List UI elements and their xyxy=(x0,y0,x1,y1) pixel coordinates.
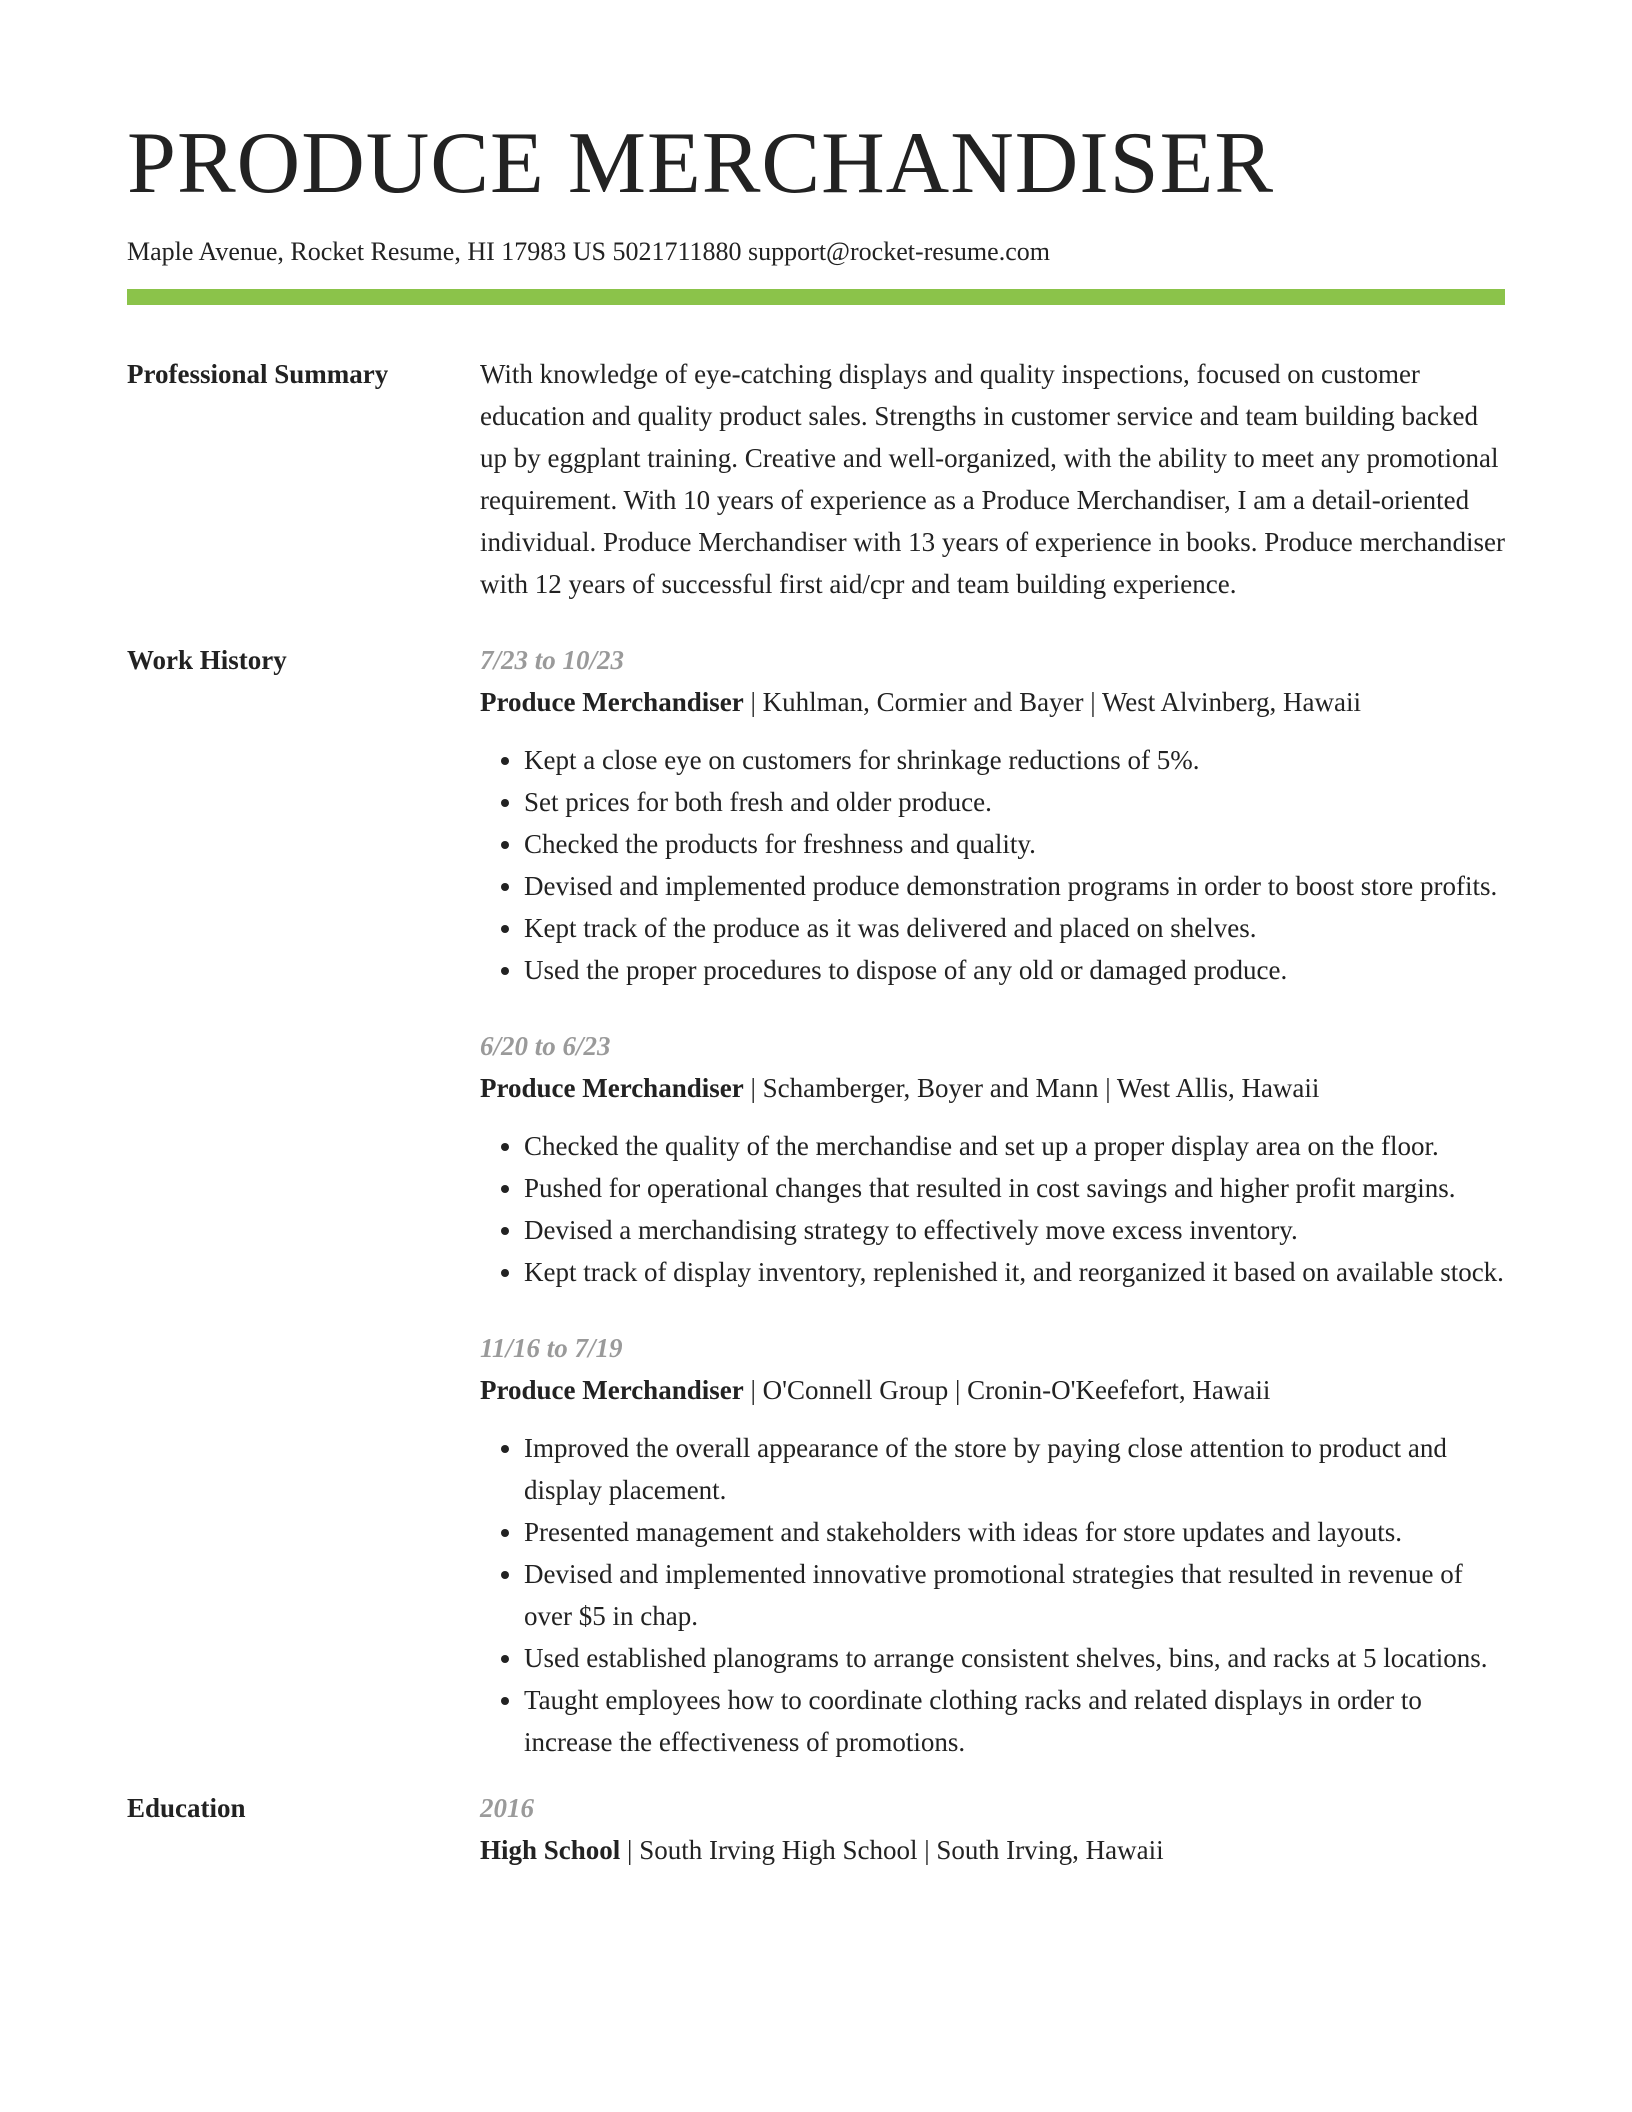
contact-address: Maple Avenue, Rocket Resume, HI 17983 US xyxy=(127,237,606,266)
section-label: Education xyxy=(127,1793,246,1824)
entry-employer-location: | Kuhlman, Cormier and Bayer | West Alvinberg, Hawaii xyxy=(743,687,1361,718)
contact-phone: 5021711880 xyxy=(612,237,742,266)
entry-dates: 2016 xyxy=(480,1793,534,1824)
bullet-item: • Taught employees how to coordinate clothing racks and related displays in order to increase the effectiveness of promotions. xyxy=(524,1679,1505,1763)
contact-email: support@rocket-resume.com xyxy=(748,237,1050,266)
bullet-item: • Improved the overall appearance of the store by paying close attention to product and display placement. xyxy=(524,1427,1505,1511)
section-education xyxy=(127,1787,1505,1871)
bullet-item: • Used established planograms to arrange consistent shelves, bins, and racks at 5 locations. xyxy=(524,1637,1505,1679)
entry-school-location: | South Irving High School | South Irving, Hawaii xyxy=(620,1835,1164,1866)
entry-role xyxy=(480,1067,1505,1109)
work-entry xyxy=(480,1025,1505,1293)
work-entry xyxy=(480,639,1505,991)
bullet-item: • Kept track of display inventory, replenished it, and reorganized it based on available stock. xyxy=(524,1251,1505,1293)
entry-employer-location: | O'Connell Group | Cronin-O'Keefefort, Hawaii xyxy=(743,1375,1271,1406)
education-entry xyxy=(480,1787,1505,1871)
summary-text: With knowledge of eye-catching displays and quality inspections, focused on customer education and quality product sales. Strengths in customer service and team building backed up by eggplant training. Creative and well-organized, with the ability to meet any promotional requirement. With 10 years of experience as a Produce Merchandiser, I am a detail-oriented individual. Produce Merchandiser with 13 years of experience in books. Produce merchandiser with 12 years of successful first aid/cpr and team building experience. xyxy=(480,359,1505,600)
entry-bullets xyxy=(480,1125,1505,1293)
work-entries xyxy=(480,639,1505,1763)
entry-role xyxy=(480,1369,1505,1411)
resume-title: PRODUCE MERCHANDISER xyxy=(127,115,1275,212)
section-work-history xyxy=(127,639,1505,1763)
entry-role xyxy=(480,1829,1505,1871)
work-entry xyxy=(480,1327,1505,1763)
bullet-item: • Devised a merchandising strategy to effectively move excess inventory. xyxy=(524,1209,1505,1251)
bullet-item: • Used the proper procedures to dispose of any old or damaged produce. xyxy=(524,949,1505,991)
section-label: Professional Summary xyxy=(127,359,389,390)
entry-dates: 11/16 to 7/19 xyxy=(480,1333,623,1364)
section-professional-summary xyxy=(127,353,1505,605)
entry-dates: 6/20 to 6/23 xyxy=(480,1031,611,1062)
education-entries xyxy=(480,1787,1505,1871)
accent-divider xyxy=(127,289,1505,305)
entry-dates: 7/23 to 10/23 xyxy=(480,645,625,676)
entry-job-title: Produce Merchandiser xyxy=(480,1073,744,1104)
bullet-item: • Kept a close eye on customers for shrinkage reductions of 5%. xyxy=(524,739,1505,781)
bullet-item: • Checked the products for freshness and quality. xyxy=(524,823,1505,865)
bullet-item: • Devised and implemented produce demonstration programs in order to boost store profits. xyxy=(524,865,1505,907)
entry-bullets xyxy=(480,1427,1505,1763)
entry-employer-location: | Schamberger, Boyer and Mann | West Allis, Hawaii xyxy=(743,1073,1320,1104)
bullet-item: • Kept track of the produce as it was delivered and placed on shelves. xyxy=(524,907,1505,949)
bullet-item: • Pushed for operational changes that resulted in cost savings and higher profit margins. xyxy=(524,1167,1505,1209)
bullet-item: • Presented management and stakeholders with ideas for store updates and layouts. xyxy=(524,1511,1505,1553)
entry-job-title: Produce Merchandiser xyxy=(480,687,744,718)
bullet-item: • Set prices for both fresh and older produce. xyxy=(524,781,1505,823)
entry-job-title: Produce Merchandiser xyxy=(480,1375,744,1406)
entry-bullets xyxy=(480,739,1505,991)
contact-line xyxy=(127,236,1505,267)
entry-role xyxy=(480,681,1505,723)
bullet-item: • Devised and implemented innovative promotional strategies that resulted in revenue of over $5 in chap. xyxy=(524,1553,1505,1637)
section-label: Work History xyxy=(127,645,287,676)
entry-degree: High School xyxy=(480,1835,621,1866)
bullet-item: • Checked the quality of the merchandise and set up a proper display area on the floor. xyxy=(524,1125,1505,1167)
